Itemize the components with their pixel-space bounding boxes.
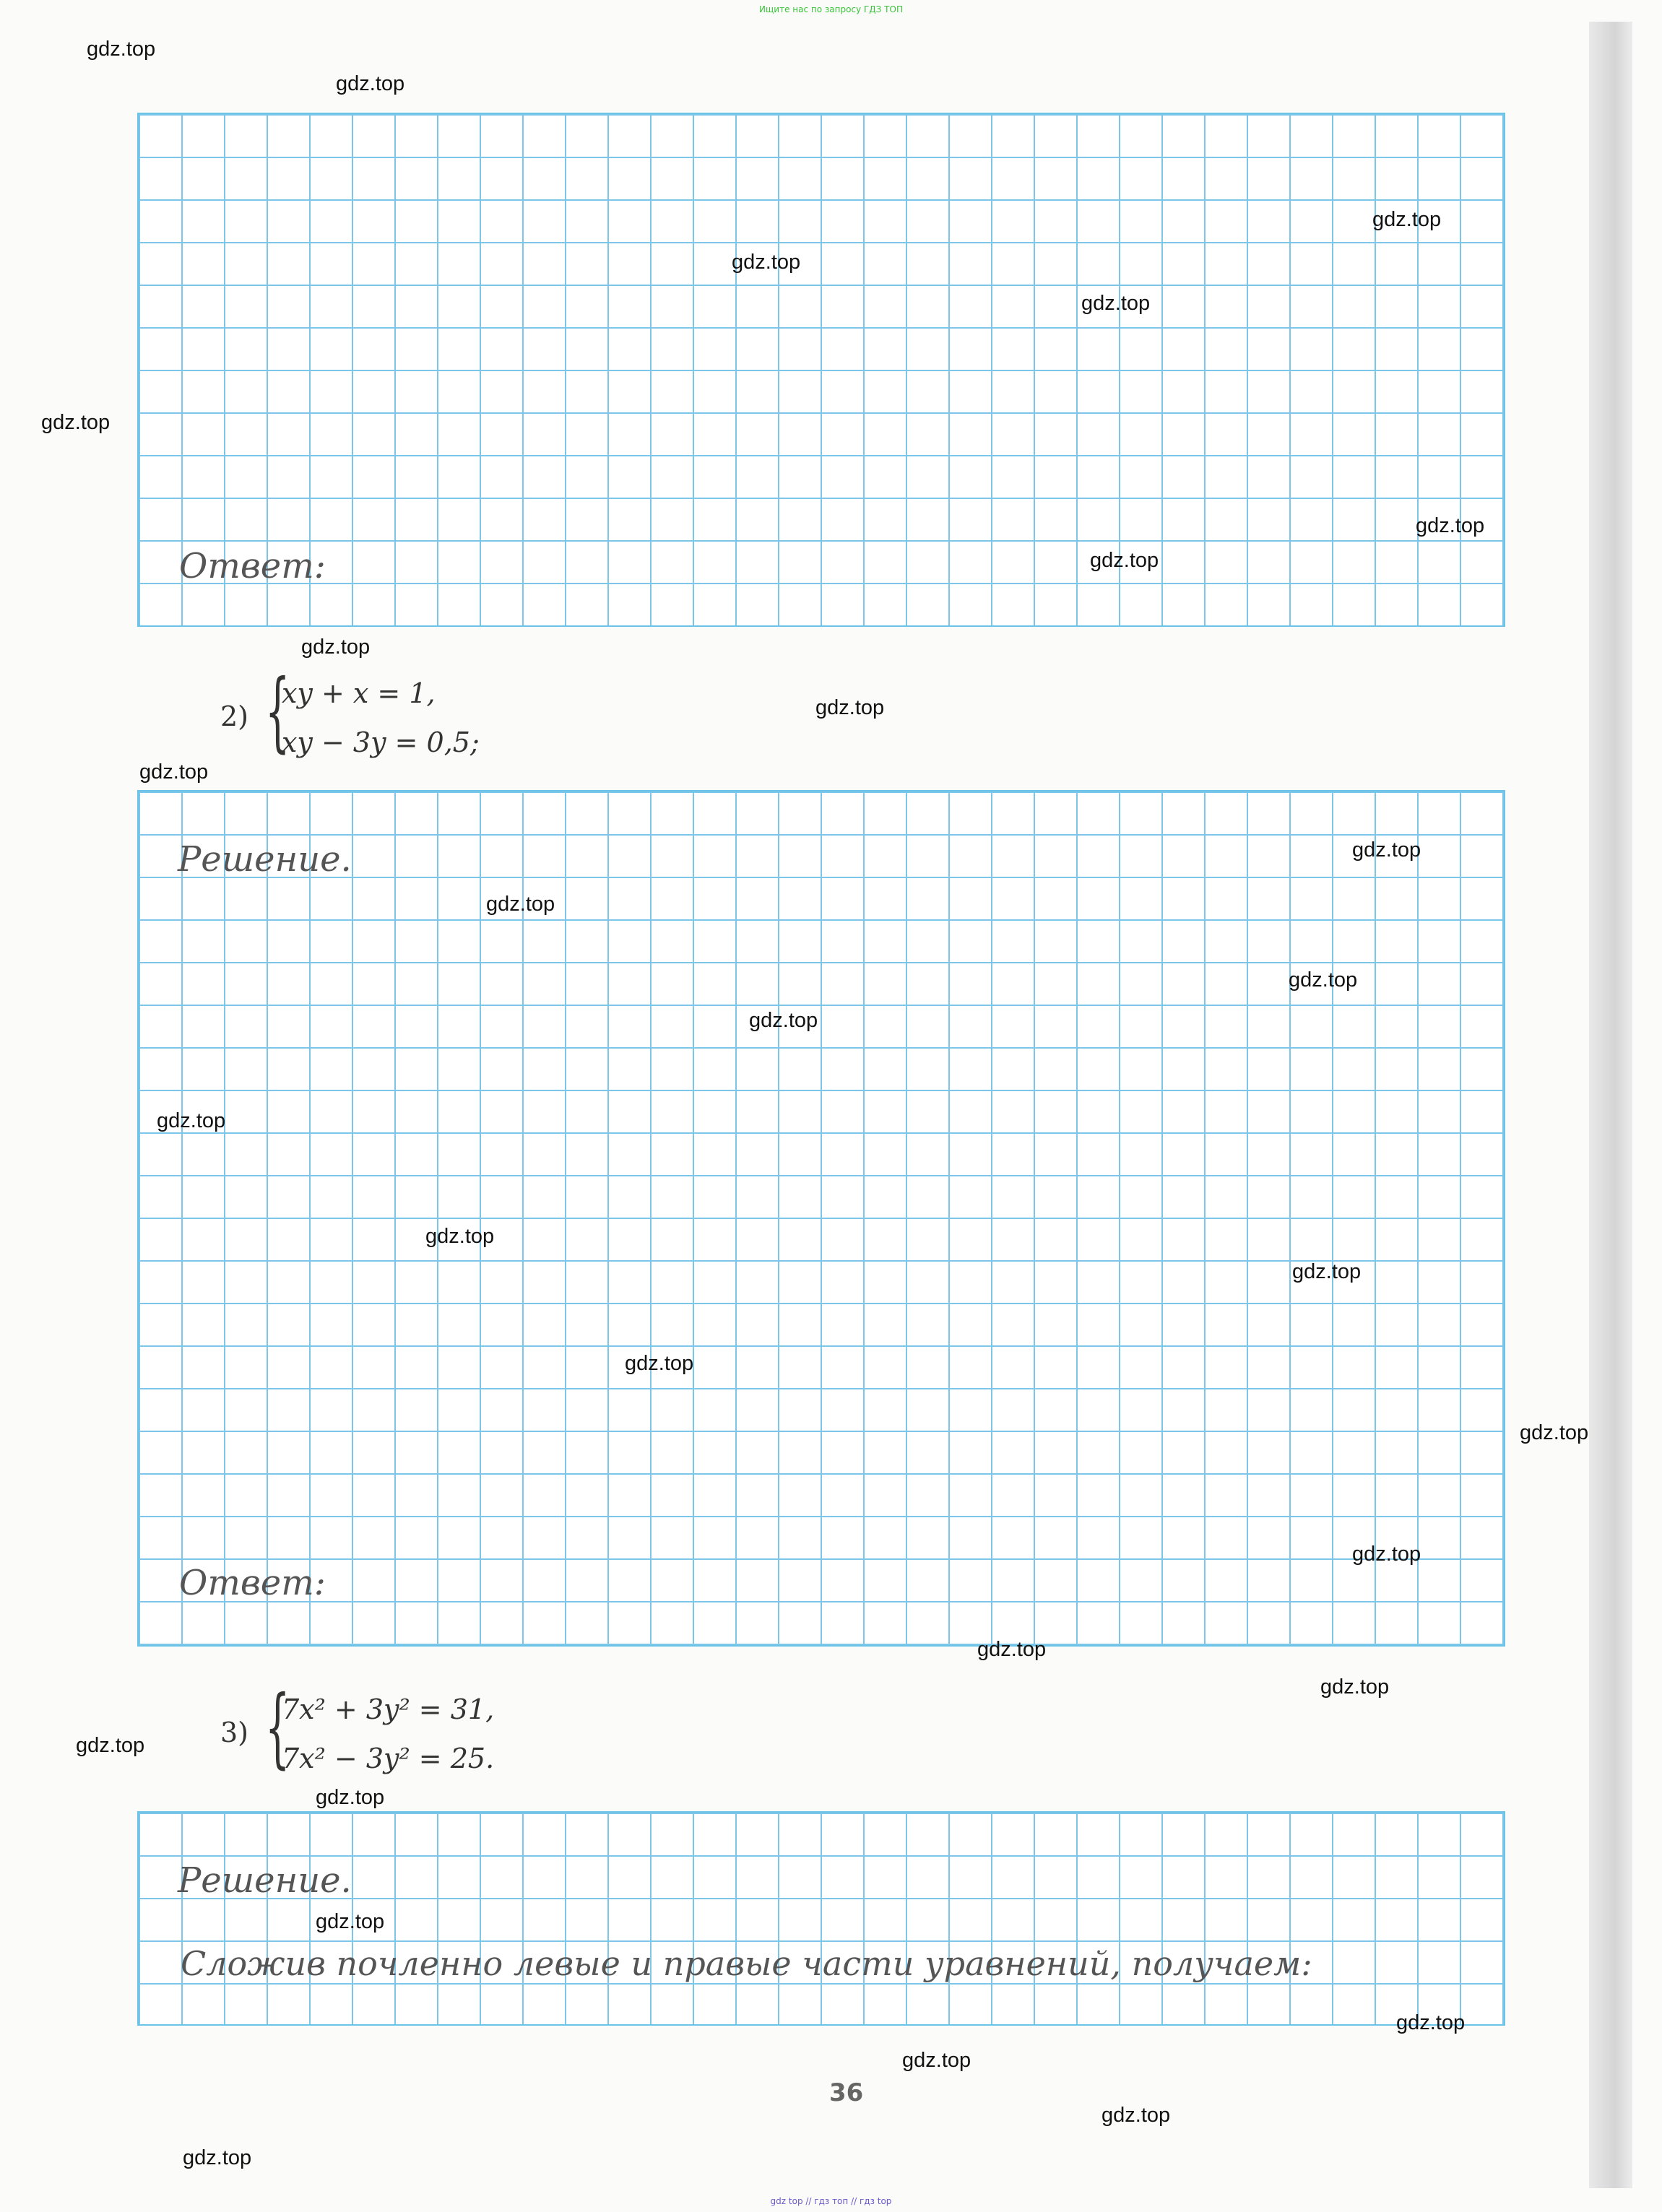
watermark: gdz.top [76,1734,145,1757]
watermark: gdz.top [301,636,371,659]
top-banner: Ищите нас по запросу ГДЗ ТОП [759,4,903,14]
page-number: 36 [829,2078,864,2107]
solution-text-3: Сложив почленно левые и правые части уравнений, получаем: [181,1944,1312,1983]
task-2-number: 2) [220,701,249,732]
brace-icon: { [265,662,290,762]
watermark: gdz.top [1352,838,1421,862]
bottom-banner: gdz top // гдз топ // гдз top [770,2196,892,2206]
answer-label-2: Ответ: [179,1563,326,1603]
solution-label-2: Решение. [178,839,352,880]
watermark: gdz.top [1372,208,1442,231]
watermark: gdz.top [316,1910,385,1933]
watermark: gdz.top [87,38,156,61]
watermark: gdz.top [1396,2011,1466,2034]
watermark: gdz.top [1289,968,1358,992]
watermark: gdz.top [1320,1675,1390,1699]
task-3-equation-1: 7x² + 3y² = 31, [282,1693,495,1725]
watermark: gdz.top [336,72,405,95]
watermark: gdz.top [1352,1543,1421,1566]
watermark: gdz.top [425,1225,495,1248]
watermark: gdz.top [157,1109,226,1132]
watermark: gdz.top [1101,2104,1171,2127]
brace-icon: { [265,1678,290,1778]
watermark: gdz.top [625,1352,694,1375]
task-3-equation-2: 7x² − 3y² = 25. [282,1743,495,1774]
watermark: gdz.top [139,760,209,784]
watermark: gdz.top [732,251,801,274]
watermark: gdz.top [486,893,555,916]
task-2-equation-1: xy + x = 1, [282,677,436,709]
watermark: gdz.top [316,1786,385,1809]
page-edge-shadow [1589,22,1632,2188]
task-2-equation-2: xy − 3y = 0,5; [282,727,480,758]
watermark: gdz.top [1090,549,1159,572]
watermark: gdz.top [815,696,885,719]
answer-grid-1 [137,113,1505,627]
watermark: gdz.top [1416,514,1485,537]
watermark: gdz.top [1292,1260,1362,1283]
watermark: gdz.top [1081,292,1151,315]
watermark: gdz.top [902,2049,971,2072]
watermark: gdz.top [977,1638,1047,1661]
watermark: gdz.top [41,411,111,434]
answer-label-1: Ответ: [179,546,326,586]
watermark: gdz.top [1520,1421,1589,1444]
solution-label-3: Решение. [178,1860,352,1901]
answer-grid-2 [137,790,1505,1647]
watermark: gdz.top [183,2146,252,2169]
task-3-number: 3) [220,1717,249,1748]
watermark: gdz.top [749,1009,818,1032]
